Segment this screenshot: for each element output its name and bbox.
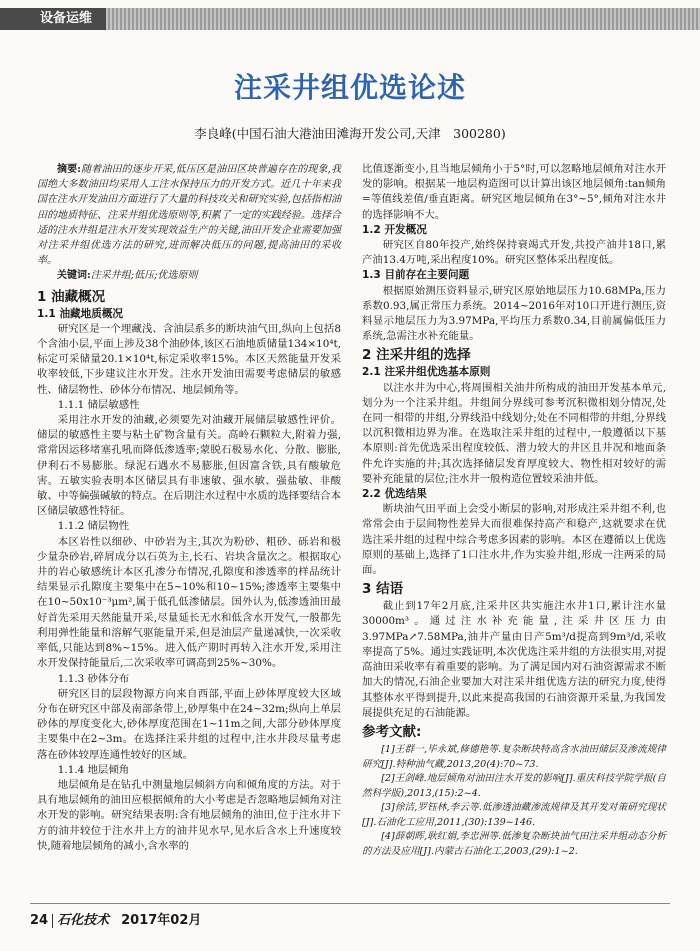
paragraph: 比值逐渐变小,且当地层倾角小于5°时,可以忽略地层倾角对注水开发的影响。根据某一地层构造图可以计算出该区地层倾角:tan倾角=等值线差值/垂直距离。研究区地层倾角在3°~5°,倾角对注水井的选择影响不大。 — [362, 163, 666, 221]
heading-1-1: 1.1 油藏地质概况 — [37, 307, 124, 320]
abstract-label: 摘要: — [57, 164, 81, 175]
footer — [30, 909, 201, 928]
left-column — [37, 162, 341, 854]
heading-3: 3 结语 — [362, 581, 404, 598]
keywords — [37, 268, 341, 283]
heading-2-2: 2.2 优选结果 — [362, 488, 427, 501]
abstract-text: 随着油田的逐步开采,低压区是油田区块普遍存在的现象,我国绝大多数油田均采用人工注水保持压力的开发方式。近几十年来我国在注水开发油田方面进行了大量的科技攻关和研究实验,包括指相油田的地质特征、注采井组优选原则等,积累了一定的实践经验。选择合适的注水井组是注水开发实现效益生产的关键,油田开发企业需要加强对注采井组优选方法的研究,进而解决低压的问题,提高油田的采收率。 — [37, 164, 341, 267]
heading-1-1-3: 1.1.3 砂体分布 — [57, 672, 130, 685]
heading-2-1: 2.1 注采井组优选基本原则 — [362, 366, 491, 379]
journal-name: 石化技术 — [57, 913, 110, 928]
paragraph: 地层倾角是在钻孔中测量地层倾斜方向和倾角度的方法。对于具有地层倾角的油田应根据倾角的大小考虑是否忽略地层倾角对注水开发的影响。研究结果表明:含有地层倾角的油田,位于注水井下方的油井较位于注水井上方的油井见水早,见水后含水上升速度较快,随着地层倾角的减小,含水率的 — [37, 778, 341, 852]
paragraph: 根据原始测压资料显示,研究区原始地层压力10.68MPa,压力系数0.93,属正常压力系统。2014~2016年对10口开进行测压,资料显示地层压力为3.97MPa,平均压力系数0.34,目前属偏低压力系统,急需注水补充能量。 — [362, 284, 666, 343]
paragraph: 以注水井为中心,将周围相关油井所构成的油田开发基本单元,划分为一个注采井组。井组间分界线可参考沉积微相划分情况,处在同一相带的井组,分界线沿中线划分;处在不同相带的井组,分界线以沉积微相边界为准。在选取注采井组的过程中,一般遵循以下基本原则:首先优选采出程度较低、潜力较大的井区且井况和地面条件允许实施的井;其次选择储层发育厚度较大、物性相对较好的需要补充能量的层位;注水井一般构造位置较采油井低。 — [362, 381, 666, 485]
reference-item: [2]王剑峰.地层倾角对油田注水开发的影响[J].重庆科技学院学报(自然科学版),2013,(15):2~4. — [362, 773, 666, 799]
heading-1-1-1: 1.1.1 储层敏感性 — [57, 398, 140, 411]
paragraph: 本区岩性以细砂、中砂岩为主,其次为粉砂、粗砂、砾岩和极少量杂砂岩,碎屑成分以石英为主,长石、岩块含量次之。根据取心井的岩心敏感统计本区孔渗分布情况,孔隙度和渗透率的样品统计结果显示孔隙度主要集中在5~10%和10~15%;渗透率主要集中在10~50x10⁻³μm²,属于低孔低渗储层。国外认为,低渗透油田最好首先采用天然能量开采,尽量延长无水和低含水开发气,一般都先利用弹性能量和溶解气驱能量开采,但是油层产量递减快,一次采收率低,只能达到8%~15%。进入低产期时再转入注水开发,采用注水开发保持能量后,二次采收率可调高到25%~30%。 — [37, 535, 341, 670]
keywords-label: 关键词: — [57, 270, 91, 282]
paragraph: 断块油气田平面上会受小断层的影响,对形成注采井组不利,也常常会由于层间物性差异大而很难保持高产和稳产,这就要求在优选注采井组的过程中综合考虑多因素的影响。本区在遵循以上优选原则的基础上,选择了1口注水井,作为实验井组,形成一注两采的局面。 — [362, 503, 666, 577]
reference-item: [4]薛朝晖,耿红娟,李忠洲等.低渗复杂断块油气田注采井组动态分析的方法及应用[J].内蒙古石油化工,2003,(29):1~2. — [362, 831, 666, 858]
heading-1-2: 1.2 开发概况 — [362, 223, 427, 236]
abstract — [37, 162, 341, 268]
footer-divider — [30, 903, 670, 904]
paragraph: 研究区是一个埋藏浅、含油层系多的断块油气田,纵向上包括8个含油小层,平面上涉及38个油砂体,该区石油地质储量134×10⁴t,标定可采储量20.1×10⁴t,标定采收率15%。本区天然能量开发采收率较低,下步建议注水开发。注水开发油田需要考虑储层的敏感性、储层物性、砂体分布情况、地层倾角等。 — [37, 322, 341, 396]
article-title: 注采井组优选论述 — [233, 71, 466, 104]
keywords-text: 注采井组;低压;优选原则 — [90, 270, 198, 282]
paragraph: 采用注水开发的油藏,必须要先对油藏开展储层敏感性评价。储层的敏感性主要与粘土矿物含量有关。高岭石颗粒大,附着力强,常常因运移堵塞孔吼而降低渗透率;蒙脱石极易水化、分散、膨胀,伊利石不易膨胀。绿泥石遇水不易膨胀,但因富含铁,具有酸敏危害。五敏实验表明本区储层具有非速敏、强水敏、强盐敏、非酸敏、中等偏强碱敏的特点。在后期注水过程中水质的选择要结合本区储层敏感性特征。 — [37, 414, 341, 518]
reference-item: [3]徐洁,罗钰林,李云等.低渗透油藏渗流规律及其开发对策研究现状[J].石油化工应用,2011,(30):139~146. — [362, 802, 666, 828]
reference-item: [1]王群一,毕永斌,修德艳等.复杂断块特高含水油田储层及渗流规律研究[J].特种油气藏,2013,20(4):70~73. — [362, 743, 666, 770]
paragraph: 研究区目的层段物源方向来自西部,平面上砂体厚度较大区域分布在研究区中部及南部条带上,砂厚集中在24~32m;纵向上单层砂体的厚度变化大,砂体厚度范围在1~11m之间,大部分砂体厚度主要集中在2~3m。在选择注采井组的过程中,注水井段尽量考虑落在砂体较厚连通性较好的区域。 — [37, 687, 341, 761]
paragraph: 截止到17年2月底,注采井区共实施注水井1口,累计注水量30000m³。通过注水补充能量,注采井区压力由3.97MPa↗7.58MPa,油井产量由日产5m³/d提高到9m³/d,采收率提高了5%。通过实践证明,本次优选注采井组的方法很实用,对提高油田采收率有着重要的影响。为了满足国内对石油资源需求不断加大的情况,石油企业要加大对注采井组优选方法的研究力度,使得其整体水平得到提升,以此来提高我国的石油资源开采量,为我国发展提供充足的石油能源。 — [362, 600, 666, 719]
heading-1-3: 1.3 目前存在主要问题 — [362, 269, 470, 282]
section-header-band — [0, 8, 700, 30]
section-label: 设备运维 — [0, 8, 106, 30]
references-title: 参考文献: — [362, 723, 422, 740]
footer-separator — [52, 914, 53, 928]
author-line: 李良峰(中国石油大港油田滩海开发公司,天津 300280) — [194, 126, 506, 141]
heading-1: 1 油藏概况 — [37, 288, 106, 305]
heading-1-1-2: 1.1.2 储层物性 — [57, 520, 130, 533]
heading-2: 2 注采井组的选择 — [362, 347, 471, 364]
right-column — [362, 162, 666, 860]
paragraph: 研究区自80年投产,始终保持衰竭式开发,共投产油井18口,累产油13.4万吨,采出程度10%。研究区整体采出程度低。 — [362, 239, 666, 267]
heading-1-1-4: 1.1.4 地层倾角 — [57, 763, 130, 776]
issue-date: 2017年02月 — [121, 913, 202, 928]
page-number: 24 — [30, 913, 49, 928]
